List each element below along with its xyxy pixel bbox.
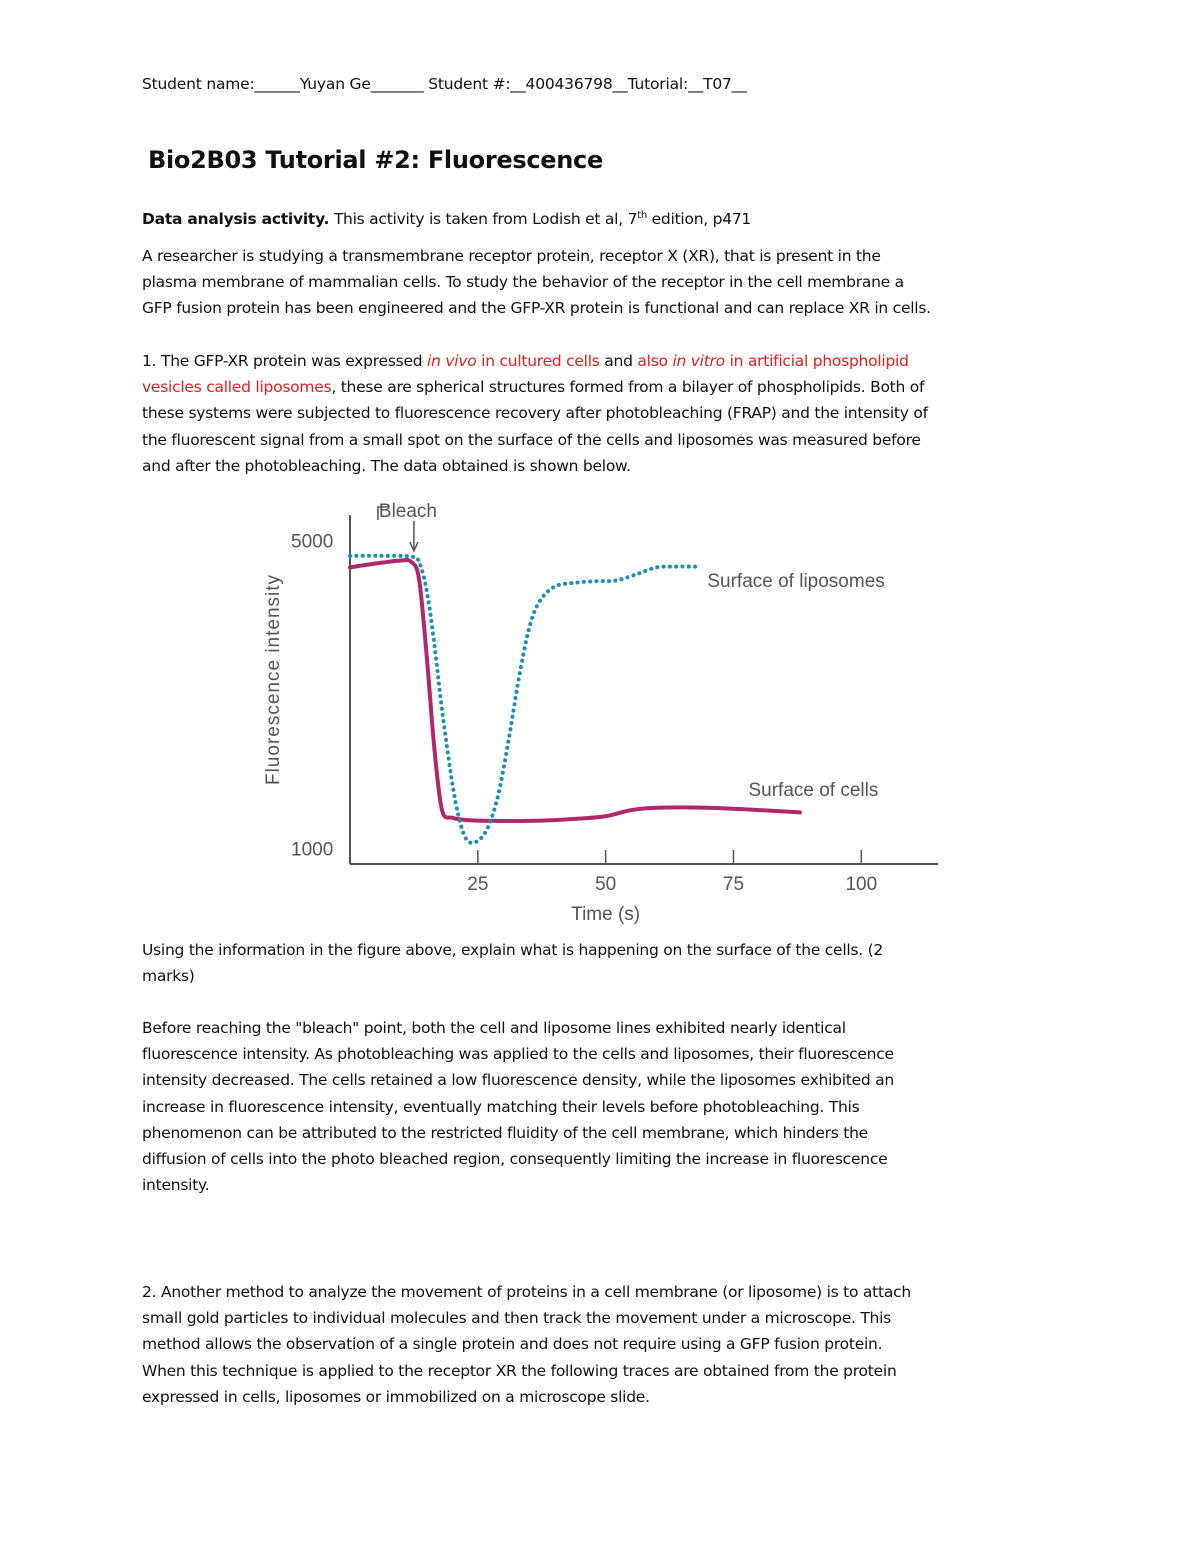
bleach-label: Bleach [378, 501, 438, 522]
question-1-second-line [142, 374, 928, 400]
paragraph-line: these systems were subjected to fluorescence recovery after photobleaching (FRAP) and the intensity of [142, 404, 928, 423]
page-title: Bio2B03 Tutorial #2: Fluorescence [148, 146, 603, 174]
paragraph-line: GFP fusion protein has been engineered and the GFP-XR protein is functional and can replace XR in cells. [142, 299, 931, 318]
paragraph-line: Using the information in the figure above, explain what is happening on the surface of the cells. (2 [142, 941, 884, 959]
paragraph-line: method allows the observation of a single protein and does not require using a GFP fusion protein. [142, 1335, 883, 1354]
student-header: Student name:______Yuyan Ge_______ Student #:__400436798__Tutorial:__T07__ [142, 75, 747, 93]
q1-artificial: in artificial phospholipid [724, 352, 909, 370]
answer-line: intensity. [142, 1176, 210, 1195]
intro-line [142, 203, 751, 232]
q1-in-vivo: in vivo [427, 352, 477, 370]
y-axis-label: Fluorescence intensity [263, 573, 284, 786]
source-text: This activity is taken from Lodish et al, 7 [329, 210, 638, 229]
paragraph-line: and after the photobleaching. The data obtained is shown below. [142, 456, 631, 475]
answer-line: Before reaching the "bleach" point, both the cell and liposome lines exhibited nearly identical [142, 1019, 846, 1037]
answer-line: diffusion of cells into the photo bleached region, consequently limiting the increase in fluorescence [142, 1150, 888, 1169]
question-1-first-line [142, 348, 928, 374]
answer-line: intensity decreased. The cells retained a low fluorescence density, while the liposomes exhibited an [142, 1071, 894, 1090]
answer-line: fluorescence intensity. As photobleaching was applied to the cells and liposomes, their fluorescence [142, 1045, 894, 1064]
x-tick-label: 100 [845, 874, 878, 895]
source-text-end: edition, p471 [646, 210, 752, 229]
question-2 [142, 1279, 911, 1410]
y-tick-label: 5000 [291, 531, 334, 553]
series-cells-label: Surface of cells [748, 780, 879, 802]
edition-superscript: th [637, 210, 647, 221]
q1-text-cont: , these are spherical structures formed from a bilayer of phospholipids. Both of [331, 378, 925, 397]
answer-line: increase in fluorescence intensity, eventually matching their levels before photobleaching. This [142, 1097, 860, 1116]
frap-chart [255, 495, 955, 930]
q1-cultured-cells: in cultured cells [476, 352, 600, 370]
answer-text [142, 1015, 894, 1198]
paragraph-intro [142, 243, 931, 322]
question-number: 2. [142, 1283, 157, 1301]
x-axis-label: Time (s) [571, 904, 641, 925]
question-prompt [142, 937, 883, 989]
paragraph-line: A researcher is studying a transmembrane receptor protein, receptor X (XR), that is present in the [142, 247, 881, 265]
paragraph-line: plasma membrane of mammalian cells. To study the behavior of the receptor in the cell membrane a [142, 273, 904, 292]
q1-also: also [637, 352, 673, 370]
q1-in-vitro: in vitro [672, 352, 725, 370]
paragraph-line: marks) [142, 967, 195, 986]
series-liposomes-line [350, 556, 698, 843]
series-liposomes-label: Surface of liposomes [707, 571, 885, 593]
x-tick-label: 50 [595, 874, 617, 895]
paragraph-line: When this technique is applied to the receptor XR the following traces are obtained from the protein [142, 1361, 897, 1380]
q1-and: and [599, 352, 638, 370]
paragraph-line: small gold particles to individual molecules and then track the movement under a microscope. This [142, 1309, 892, 1328]
question-1 [142, 348, 928, 479]
q2-text: Another method to analyze the movement of proteins in a cell membrane (or liposome) is to attach [156, 1283, 911, 1301]
x-tick-label: 75 [722, 874, 745, 895]
question-number: 1. [142, 352, 157, 370]
section-heading: Data analysis activity. [142, 210, 330, 229]
x-tick-label: 25 [467, 874, 489, 895]
answer-line: phenomenon can be attributed to the restricted fluidity of the cell membrane, which hinders the [142, 1123, 868, 1142]
paragraph-line: expressed in cells, liposomes or immobilized on a microscope slide. [142, 1387, 650, 1406]
y-tick-label: 1000 [291, 839, 334, 861]
paragraph-line: the fluorescent signal from a small spot on the surface of the cells and liposomes was measured before [142, 430, 921, 449]
series-cells-line [350, 560, 800, 821]
q1-liposomes: vesicles called liposomes [142, 378, 332, 397]
question-2-first-line [142, 1279, 911, 1305]
q1-text: The GFP-XR protein was expressed [156, 352, 428, 370]
